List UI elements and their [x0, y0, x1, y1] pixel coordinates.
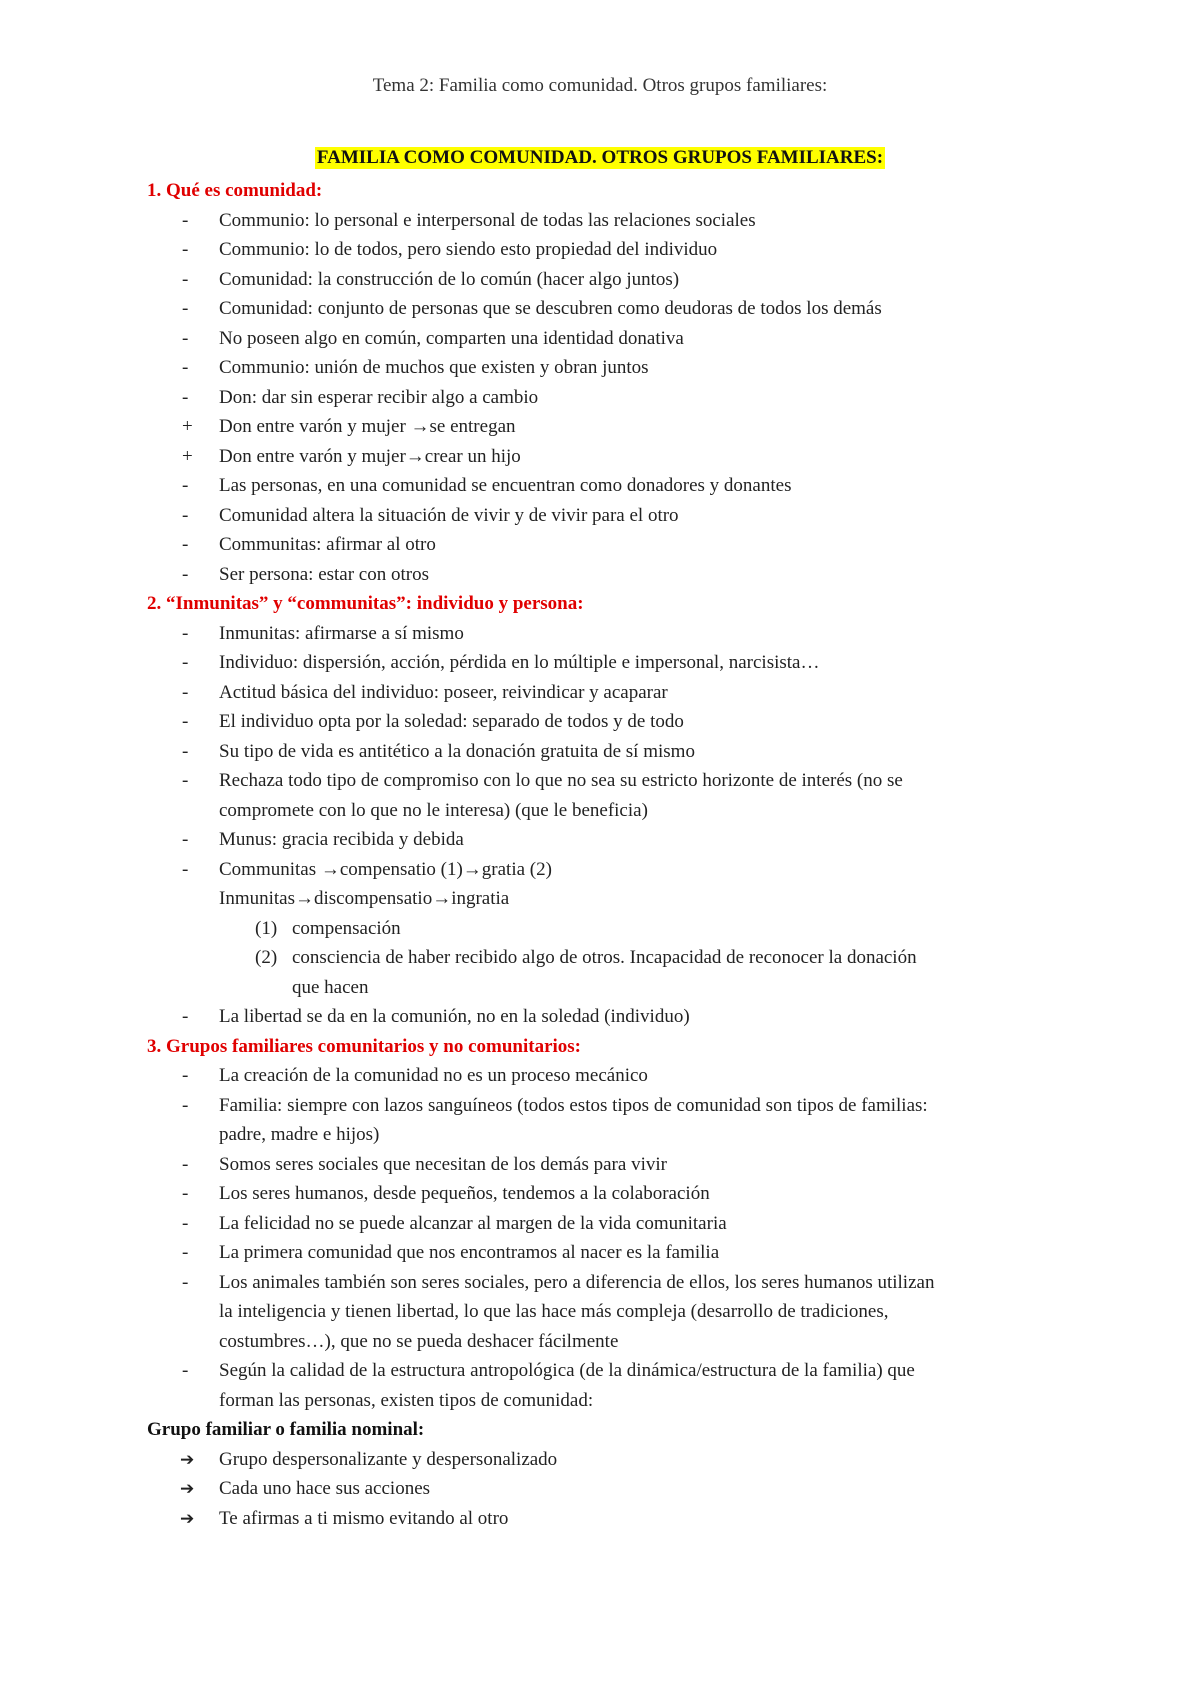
- list-marker: (2): [255, 947, 278, 968]
- list-item: [0, 1356, 1200, 1386]
- list-marker: -: [182, 829, 189, 850]
- list-item: [0, 1091, 1200, 1121]
- list-item: [0, 766, 1200, 796]
- list-marker: -: [182, 1153, 189, 1175]
- list-marker: +: [182, 416, 193, 437]
- list-item: [0, 353, 1200, 383]
- list-marker: -: [182, 740, 189, 762]
- list-marker: -: [182, 239, 189, 260]
- list-item-continuation: [0, 1120, 1200, 1150]
- list-item-text: No poseen algo en común, comparten una identidad donativa: [219, 327, 684, 349]
- section-heading: Grupo familiar o familia nominal:: [147, 1419, 425, 1440]
- list-item-text: Ser persona: estar con otros: [219, 563, 429, 585]
- list-item-text: Inmunitas: afirmarse a sí mismo: [219, 622, 464, 644]
- list-item-text: La libertad se da en la comunión, no en la soledad (individuo): [219, 1006, 690, 1027]
- list-item-text: Communio: lo personal e interpersonal de todas las relaciones sociales: [219, 209, 756, 231]
- arrow-list-item: [0, 1474, 1200, 1504]
- list-item-continuation: [0, 1327, 1200, 1357]
- list-item-text: Su tipo de vida es antitético a la donación gratuita de sí mismo: [219, 740, 695, 762]
- list-item: [0, 648, 1200, 678]
- list-item-text: la inteligencia y tienen libertad, lo que las hace más compleja (desarrollo de tradiciones,: [219, 1301, 889, 1322]
- list-item-text: Communitas →compensatio (1)→gratia (2): [219, 858, 552, 880]
- list-marker: -: [182, 1094, 189, 1116]
- section-heading: 2. “Inmunitas” y “communitas”: individuo y persona:: [147, 593, 584, 614]
- list-marker: (1): [255, 917, 278, 939]
- list-item-text: Las personas, en una comunidad se encuentran como donadores y donantes: [219, 475, 792, 496]
- list-item-text: Comunidad: conjunto de personas que se descubren como deudoras de todos los demás: [219, 298, 882, 319]
- list-marker: -: [182, 386, 189, 408]
- arrow-bullet-icon: ➔: [180, 1449, 195, 1469]
- list-item: [0, 383, 1200, 413]
- list-marker: -: [182, 268, 189, 290]
- list-item: [0, 412, 1200, 442]
- list-item: [0, 1209, 1200, 1239]
- list-item-text: Communio: unión de muchos que existen y obran juntos: [219, 357, 649, 378]
- list-marker: -: [182, 1006, 189, 1027]
- list-item-continuation: [0, 1297, 1200, 1327]
- section-heading: 1. Qué es comunidad:: [147, 180, 323, 201]
- list-marker: -: [182, 711, 189, 732]
- list-marker: -: [182, 504, 189, 526]
- list-item: [0, 235, 1200, 265]
- arrow-bullet-icon: ➔: [180, 1479, 195, 1498]
- list-marker: -: [182, 1212, 189, 1234]
- numbered-list-item: [0, 943, 1200, 973]
- list-item: [0, 825, 1200, 855]
- list-item-text: Los animales también son seres sociales, pero a diferencia de ellos, los seres humanos utilizan: [219, 1271, 935, 1293]
- title-wrap: [0, 147, 1200, 169]
- list-marker: -: [182, 1242, 189, 1263]
- document-title: FAMILIA COMO COMUNIDAD. OTROS GRUPOS FAMILIARES:: [316, 147, 884, 168]
- list-item-text: La felicidad no se puede alcanzar al margen de la vida comunitaria: [219, 1212, 727, 1234]
- list-item-text: Somos seres sociales que necesitan de los demás para vivir: [219, 1153, 667, 1175]
- list-marker: -: [182, 652, 189, 673]
- list-item-text: compromete con lo que no le interesa) (que le beneficia): [219, 799, 648, 821]
- list-item-text: Don entre varón y mujer→crear un hijo: [219, 445, 521, 467]
- list-marker: -: [182, 563, 189, 585]
- numbered-list-item: [0, 914, 1200, 944]
- list-item-text: Don: dar sin esperar recibir algo a cambio: [219, 386, 539, 408]
- list-item-text: Familia: siempre con lazos sanguíneos (todos estos tipos de comunidad son tipos de familias:: [219, 1094, 928, 1116]
- list-item-continuation: [0, 1386, 1200, 1416]
- list-item-continuation: [0, 884, 1200, 914]
- list-marker: -: [182, 534, 189, 555]
- list-item-text: costumbres…), que no se pueda deshacer fácilmente: [219, 1330, 619, 1352]
- arrow-bullet-icon: ➔: [180, 1508, 195, 1528]
- list-item: [0, 1061, 1200, 1091]
- list-item: [0, 1238, 1200, 1268]
- list-item: [0, 1179, 1200, 1209]
- list-item-continuation: [0, 796, 1200, 826]
- list-item-text: Munus: gracia recibida y debida: [219, 829, 464, 850]
- list-item-text: Según la calidad de la estructura antropológica (de la dinámica/estructura de la familia) que: [219, 1360, 915, 1381]
- list-item-text: Individuo: dispersión, acción, pérdida en lo múltiple e impersonal, narcisista…: [219, 652, 820, 673]
- list-marker: -: [182, 475, 189, 496]
- list-marker: -: [182, 681, 189, 703]
- list-item: [0, 1268, 1200, 1298]
- list-item: [0, 294, 1200, 324]
- list-item: [0, 471, 1200, 501]
- list-marker: -: [182, 298, 189, 319]
- list-item-text: Communitas: afirmar al otro: [219, 534, 436, 555]
- list-item-text: Actitud básica del individuo: poseer, reivindicar y acaparar: [219, 681, 668, 703]
- list-marker: -: [182, 1065, 189, 1086]
- list-item-text: Grupo despersonalizante y despersonalizado: [219, 1448, 558, 1470]
- list-item: [0, 855, 1200, 885]
- list-marker: -: [182, 1271, 189, 1293]
- list-item-text: consciencia de haber recibido algo de otros. Incapacidad de reconocer la donación: [292, 947, 917, 968]
- arrow-list-item: [0, 1504, 1200, 1534]
- list-item: [0, 442, 1200, 472]
- list-marker: -: [182, 770, 189, 791]
- list-item: [0, 737, 1200, 767]
- list-item-text: Inmunitas→discompensatio→ingratia: [219, 888, 510, 909]
- list-item: [0, 206, 1200, 236]
- list-item: [0, 560, 1200, 590]
- list-item-text: Te afirmas a ti mismo evitando al otro: [219, 1507, 509, 1529]
- list-item-text: padre, madre e hijos): [219, 1124, 380, 1145]
- list-marker: -: [182, 622, 189, 644]
- section-heading: 3. Grupos familiares comunitarios y no comunitarios:: [147, 1035, 582, 1057]
- list-item-text: Communio: lo de todos, pero siendo esto propiedad del individuo: [219, 239, 718, 260]
- list-marker: -: [182, 858, 189, 880]
- list-marker: -: [182, 209, 189, 231]
- list-item-text: que hacen: [292, 976, 369, 998]
- list-marker: -: [182, 1183, 189, 1204]
- list-item-text: Comunidad: la construcción de lo común (hacer algo juntos): [219, 268, 680, 290]
- list-marker: -: [182, 357, 189, 378]
- list-item-text: Rechaza todo tipo de compromiso con lo que no sea su estricto horizonte de interés (no se: [219, 770, 903, 791]
- arrow-list-item: [0, 1445, 1200, 1475]
- list-item-text: La primera comunidad que nos encontramos al nacer es la familia: [219, 1242, 720, 1263]
- list-item: [0, 324, 1200, 354]
- list-item-text: Comunidad altera la situación de vivir y de vivir para el otro: [219, 504, 679, 526]
- list-marker: -: [182, 1360, 189, 1381]
- list-item: [0, 530, 1200, 560]
- list-item-text: compensación: [292, 917, 401, 939]
- list-item: [0, 265, 1200, 295]
- list-item: [0, 619, 1200, 649]
- list-item: [0, 501, 1200, 531]
- list-item: [0, 1002, 1200, 1032]
- list-item-text: La creación de la comunidad no es un proceso mecánico: [219, 1065, 648, 1086]
- list-item-continuation: [0, 973, 1200, 1003]
- page-header: Tema 2: Familia como comunidad. Otros grupos familiares:: [372, 75, 828, 96]
- list-item-text: El individuo opta por la soledad: separado de todos y de todo: [219, 711, 684, 732]
- list-item-text: Don entre varón y mujer →se entregan: [219, 416, 516, 437]
- list-item: [0, 707, 1200, 737]
- list-item-text: forman las personas, existen tipos de comunidad:: [219, 1389, 594, 1411]
- list-item-text: Cada uno hace sus acciones: [219, 1478, 431, 1499]
- list-marker: -: [182, 327, 189, 349]
- list-item: [0, 1150, 1200, 1180]
- document-content: [0, 176, 1200, 1533]
- list-item-text: Los seres humanos, desde pequeños, tendemos a la colaboración: [219, 1183, 710, 1204]
- list-marker: +: [182, 445, 193, 467]
- list-item: [0, 678, 1200, 708]
